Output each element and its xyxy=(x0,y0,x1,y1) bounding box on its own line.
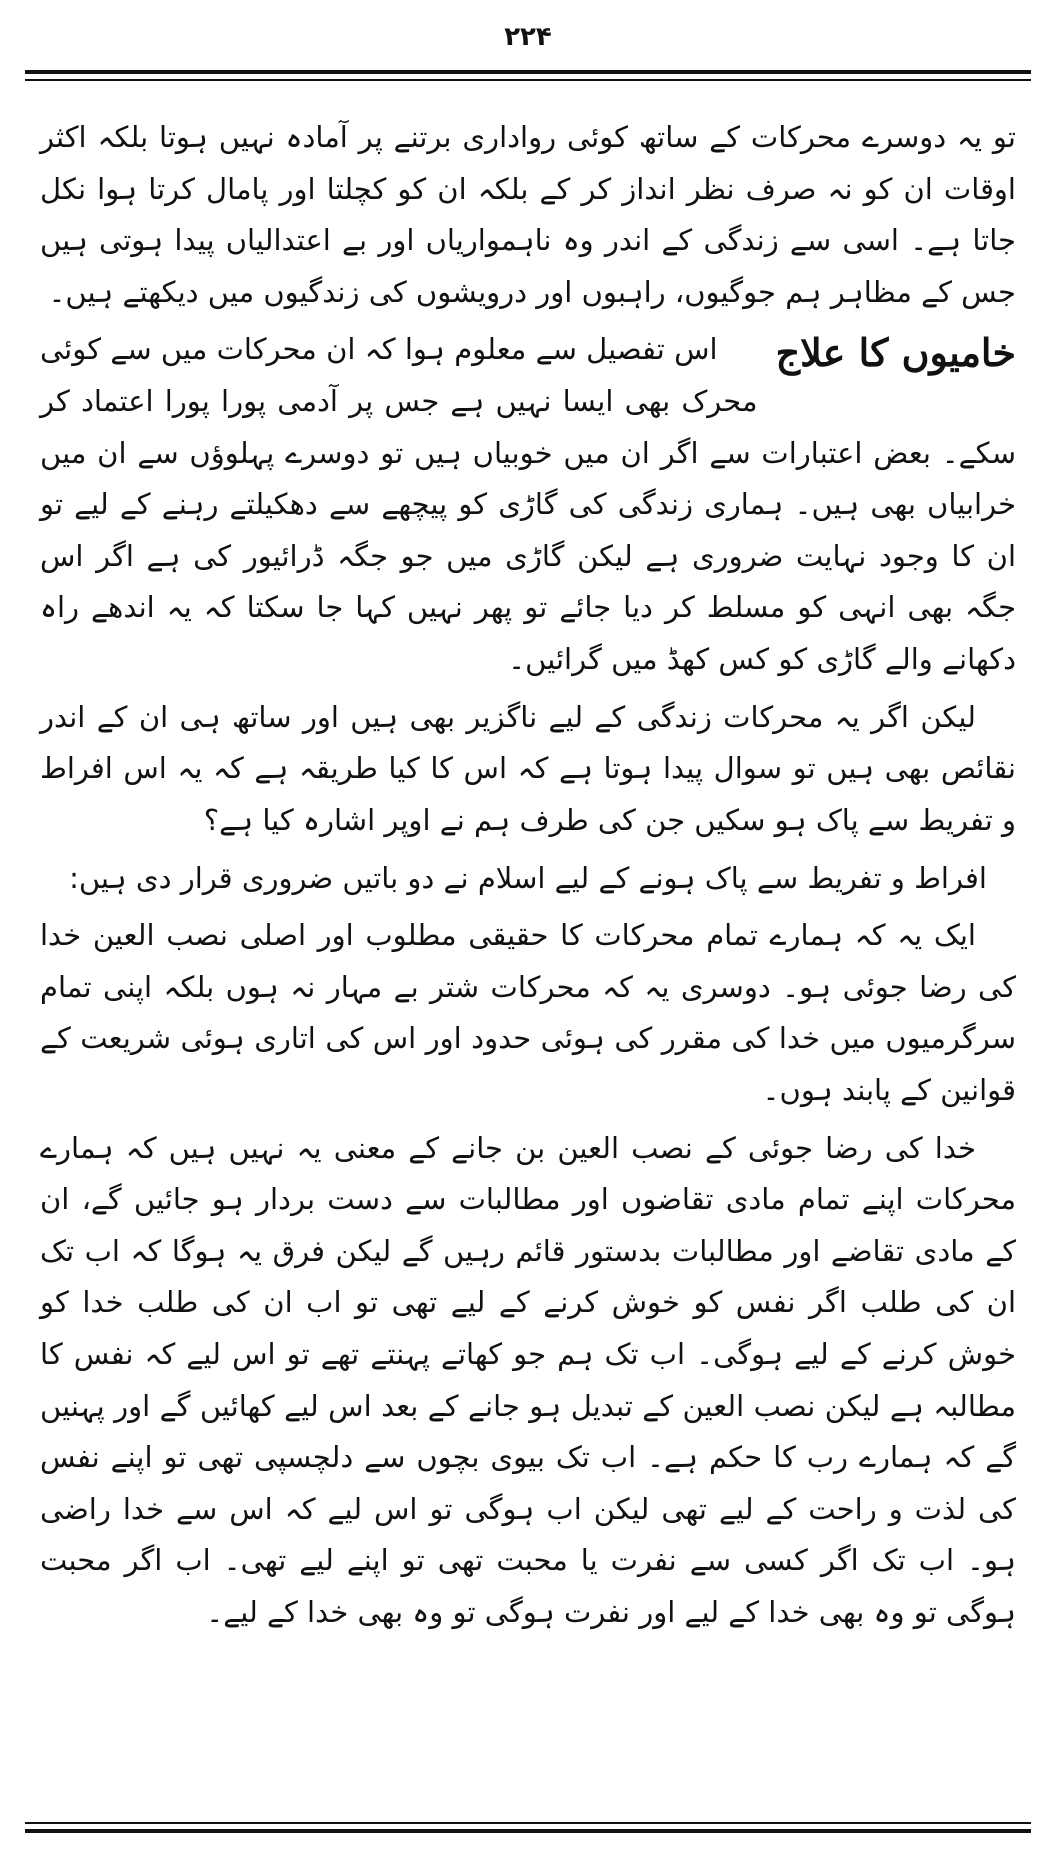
page-number: ۲۲۴ xyxy=(504,22,552,52)
header-rule-thick xyxy=(25,70,1031,74)
header-rule-thin xyxy=(25,79,1031,81)
footer-rule-thick xyxy=(25,1829,1031,1833)
paragraph-1: تو یہ دوسرے محرکات کے ساتھ کوئی رواداری برتنے پر آمادہ نہیں ہوتا بلکہ اکثر اوقات ان کو نہ صرف نظر انداز کر کے بلکہ ان کو کچلتا اور پامال کرتا ہوا نکل جاتا ہے۔ اسی سے زندگی کے اندر وہ ناہمواریاں اور بے اعتدالیاں پیدا ہوتی ہیں جس کے مظاہر ہم جوگیوں، راہبوں اور درویشوں کی زندگیوں میں دیکھتے ہیں۔ xyxy=(40,120,1016,309)
paragraph-2: اس تفصیل سے معلوم ہوا کہ ان محرکات میں سے کوئی محرک بھی ایسا نہیں ہے جس پر آدمی پورا پورا اعتماد کر سکے۔ بعض اعتبارات سے اگر ان میں خوبیاں ہیں تو دوسرے پہلوؤں سے ان میں خرابیاں بھی ہیں۔ ہماری زندگی کی گاڑی کو پیچھے سے دھکیلتے رہنے کے لیے تو ان کا وجود نہایت ضروری ہے لیکن گاڑی میں جو جگہ ڈرائیور کی ہے اگر اس جگہ بھی انہی کو مسلط کر دیا جائے تو پھر نہیں کہا جا سکتا کہ یہ اندھے راہ دکھانے والے گاڑی کو کس کھڈ میں گرائیں۔ xyxy=(40,332,1016,677)
footer-rule-thin xyxy=(25,1822,1031,1824)
section-heading: خامیوں کا علاج xyxy=(775,330,1016,376)
paragraph-5: ایک یہ کہ ہمارے تمام محرکات کا حقیقی مطلوب اور اصلی نصب العین خدا کی رضا جوئی ہو۔ دوسری یہ کہ محرکات شتر بے مہار نہ ہوں بلکہ اپنی تمام سرگرمیوں میں خدا کی مقرر کی ہوئی حدود اور اس کی اتاری ہوئی شریعت کے قوانین کے پابند ہوں۔ xyxy=(40,918,1016,1107)
page-body xyxy=(40,112,1016,1645)
paragraph-6: خدا کی رضا جوئی کے نصب العین بن جانے کے معنی یہ نہیں ہیں کہ ہمارے محرکات اپنے تمام مادی تقاضوں اور مطالبات سے دست بردار ہو جائیں گے، ان کے مادی تقاضے اور مطالبات بدستور قائم رہیں گے لیکن فرق یہ ہوگا کہ اب تک ان کی طلب اگر نفس کو خوش کرنے کے لیے تھی تو اب ان کی طلب خدا کو خوش کرنے کے لیے ہوگی۔ اب تک ہم جو کھاتے پہنتے تھے تو اس لیے کہ نفس کا مطالبہ ہے لیکن نصب العین کے تبدیل ہو جانے کے بعد اس لیے کھائیں گے اور پہنیں گے کہ ہمارے رب کا حکم ہے۔ اب تک بیوی بچوں سے دلچسپی تھی تو اپنے نفس کی لذت و راحت کے لیے تھی لیکن اب ہوگی تو اس لیے کہ اس سے خدا راضی ہو۔ اب تک اگر کسی سے نفرت یا محبت تھی تو اپنے لیے تھی۔ اب اگر محبت ہوگی تو وہ بھی خدا کے لیے اور نفرت ہوگی تو وہ بھی خدا کے لیے۔ xyxy=(40,1130,1016,1630)
paragraph-4: افراط و تفریط سے پاک ہونے کے لیے اسلام نے دو باتیں ضروری قرار دی ہیں: xyxy=(69,860,987,895)
paragraph-3: لیکن اگر یہ محرکات زندگی کے لیے ناگزیر بھی ہیں اور ساتھ ہی ان کے اندر نقائص بھی ہیں تو سوال پیدا ہوتا ہے کہ اس کا کیا طریقہ ہے کہ یہ اس افراط و تفریط سے پاک ہو سکیں جن کی طرف ہم نے اوپر اشارہ کیا ہے؟ xyxy=(40,699,1016,837)
